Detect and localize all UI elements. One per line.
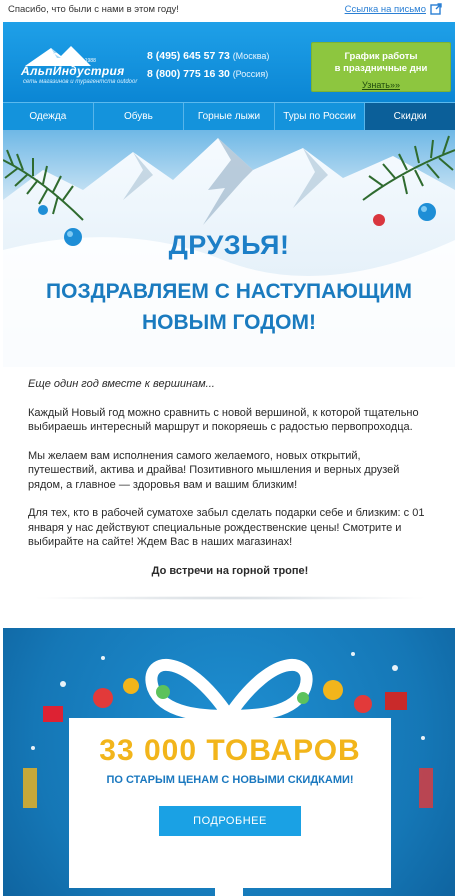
external-link-icon[interactable] <box>430 3 442 15</box>
paragraph: Мы желаем вам исполнения самого желаемого, новых открытий, путешествий, актива и драйва! Позитивного мышления и верных друзей рядом, а главное — здоровья вам и вашим близким! <box>28 449 400 491</box>
promo-count: 33 000 ТОВАРОВ <box>99 734 361 767</box>
promo-banner[interactable] <box>3 628 455 896</box>
nav-item-tours[interactable]: Туры по России <box>275 103 366 130</box>
phone-number[interactable]: 8 (495) 645 57 73 <box>147 50 230 62</box>
toy-ball-icon <box>93 688 113 708</box>
logo-tagline: сеть магазинов и турагентств outdoor <box>23 79 138 85</box>
phone-number[interactable]: 8 (800) 775 16 30 <box>147 68 230 80</box>
closing-line: До встречи на горной тропе! <box>151 564 309 577</box>
holiday-link[interactable]: Узнать»» <box>362 80 400 90</box>
phone-city: (Москва) <box>232 51 270 61</box>
holiday-title <box>312 51 450 75</box>
hero-banner[interactable] <box>3 130 455 367</box>
top-strip <box>0 0 458 22</box>
promo-subtitle: ПО СТАРЫМ ЦЕНАМ С НОВЫМИ СКИДКАМИ! <box>106 774 354 786</box>
toy-ball-icon <box>156 685 170 699</box>
hero-subtitle-line1: ПОЗДРАВЛЯЕМ С НАСТУПАЮЩИМ <box>46 280 412 303</box>
greeting-text <box>28 377 432 592</box>
thanks-text: Спасибо, что были с нами в этом году! <box>8 4 179 15</box>
ornament-ball-icon <box>38 205 48 215</box>
nav-item-skis[interactable]: Горные лыжи <box>184 103 275 130</box>
paragraph: Каждый Новый год можно сравнить с новой вершиной, к которой тщательно выбираешь интересный маршрут и покоряешь с радостью первопроходца. <box>28 406 419 433</box>
gift-bow-icon <box>151 665 306 716</box>
hero-title: ДРУЗЬЯ! <box>168 230 290 260</box>
promo-card <box>69 718 391 888</box>
holiday-line2: в праздничные дни <box>334 63 428 74</box>
toy-ball-icon <box>297 692 309 704</box>
toy-ball-icon <box>354 695 372 713</box>
phone-city: (Россия) <box>232 69 269 79</box>
more-button[interactable]: ПОДРОБНЕЕ <box>159 806 301 836</box>
section-divider <box>30 596 430 600</box>
phone-block <box>147 50 269 86</box>
phone-row <box>147 50 269 68</box>
hero-subtitle-line2: НОВЫМ ГОДОМ! <box>141 311 317 334</box>
holiday-schedule-box[interactable] <box>311 42 451 92</box>
toy-ball-icon <box>123 678 139 694</box>
nav-item-clothing[interactable]: Одежда <box>3 103 94 130</box>
nav-item-discounts[interactable]: Скидки <box>365 103 455 130</box>
intro-line: Еще один год вместе к вершинам... <box>28 378 215 390</box>
paragraph: Для тех, кто в рабочей суматохе забыл сделать подарки себе и близким: с 01 января у нас действуют специальные рождественские цены! Смотрите и выбирайте на сайте! Ждем Вас в наших магазинах! <box>28 507 425 548</box>
email-header <box>3 22 455 102</box>
ornament-ball-icon <box>418 203 436 221</box>
toy-ball-icon <box>323 680 343 700</box>
nav-item-shoes[interactable]: Обувь <box>94 103 185 130</box>
category-nav <box>3 102 455 130</box>
brand-logo[interactable] <box>21 44 139 86</box>
gift-box-icon <box>43 706 63 722</box>
logo-since: ОСНОВ.1988 <box>65 58 96 64</box>
letter-link[interactable]: Ссылка на письмо <box>344 4 426 15</box>
holiday-line1: График работы <box>344 51 418 62</box>
hero-subtitle <box>33 276 425 338</box>
phone-row <box>147 68 269 86</box>
gift-box-icon <box>385 692 407 710</box>
ornament-ball-icon <box>373 214 385 226</box>
logo-brand: АльпИндустрия <box>21 64 125 78</box>
